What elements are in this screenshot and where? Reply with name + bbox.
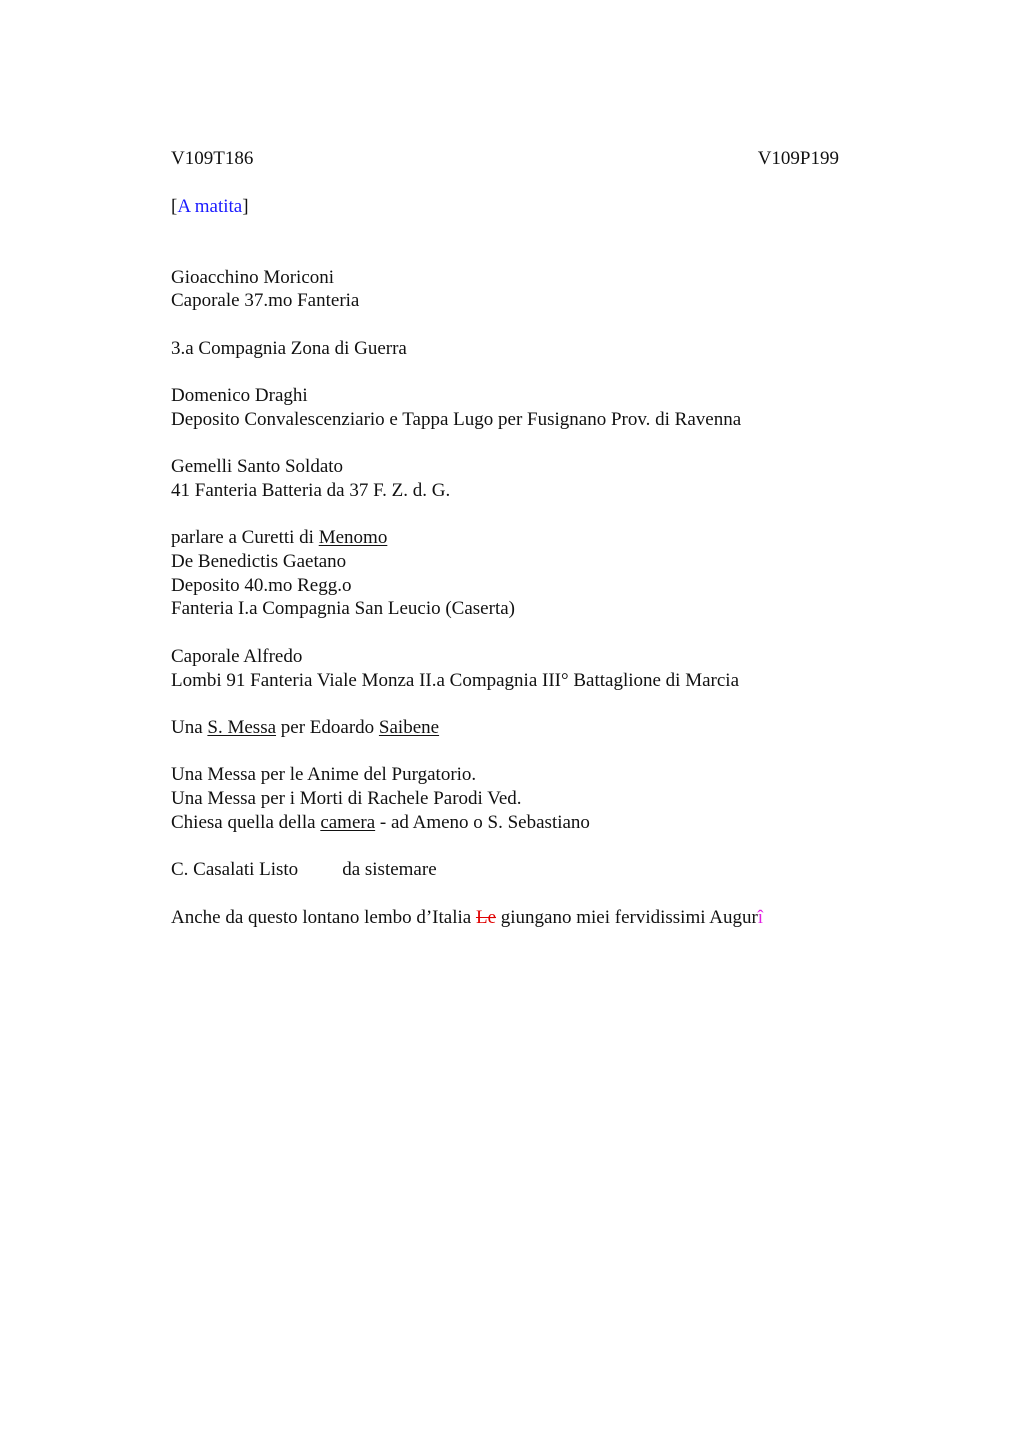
block-1-line-2: Caporale 37.mo Fanteria <box>171 290 360 312</box>
block-5-line-2: De Benedictis Gaetano <box>171 551 347 573</box>
block-8-line-3: Chiesa quella della camera - ad Ameno o S. Sebastiano <box>171 811 590 833</box>
block-7-line-1: Una S. Messa per Edoardo Saibene <box>171 716 440 738</box>
block-8-line-1: Una Messa per le Anime del Purgatorio. <box>171 764 477 786</box>
document-header <box>171 147 839 171</box>
block-6-line-2: Lombi 91 Fanteria Viale Monza II.a Compagnia III° Battaglione di Marcia <box>171 669 740 691</box>
block-2-line-1: 3.a Compagnia Zona di Guerra <box>171 337 407 359</box>
block-1-line-1: Gioacchino Moriconi <box>171 266 335 288</box>
underlined-word: Menomo <box>318 527 388 549</box>
block-10-line-1: Anche da questo lontano lembo d’Italia Le giungano miei fervidissimi Augurî <box>171 906 764 928</box>
block-9-line-1: C. Casalati Listo da sistemare <box>171 859 437 881</box>
corrected-letter: î <box>757 906 764 928</box>
pencil-note-text: A matita <box>177 196 243 217</box>
document-page <box>171 147 839 929</box>
underlined-word: camera <box>320 811 376 833</box>
underlined-word: Saibene <box>378 716 440 738</box>
block-4-line-1: Gemelli Santo Soldato <box>171 456 344 478</box>
right-code: V109P199 <box>757 148 839 169</box>
block-8-line-2: Una Messa per i Morti di Rachele Parodi Ved. <box>171 788 522 810</box>
struck-word: Le <box>475 906 497 928</box>
block-4-line-2: 41 Fanteria Batteria da 37 F. Z. d. G. <box>171 479 451 501</box>
block-6-line-1: Caporale Alfredo <box>171 645 303 667</box>
pencil-note: [A matita] <box>171 196 249 217</box>
left-code: V109T186 <box>171 148 254 169</box>
block-5-line-1: parlare a Curetti di Menomo <box>171 527 388 549</box>
block-3-line-1: Domenico Draghi <box>171 385 308 407</box>
block-5-line-4: Fanteria I.a Compagnia San Leucio (Caserta) <box>171 598 515 620</box>
block-3-line-2: Deposito Convalescenziario e Tappa Lugo per Fusignano Prov. di Ravenna <box>171 408 742 430</box>
block-5-line-3: Deposito 40.mo Regg.o <box>171 574 352 596</box>
underlined-word: S. Messa <box>207 716 277 738</box>
